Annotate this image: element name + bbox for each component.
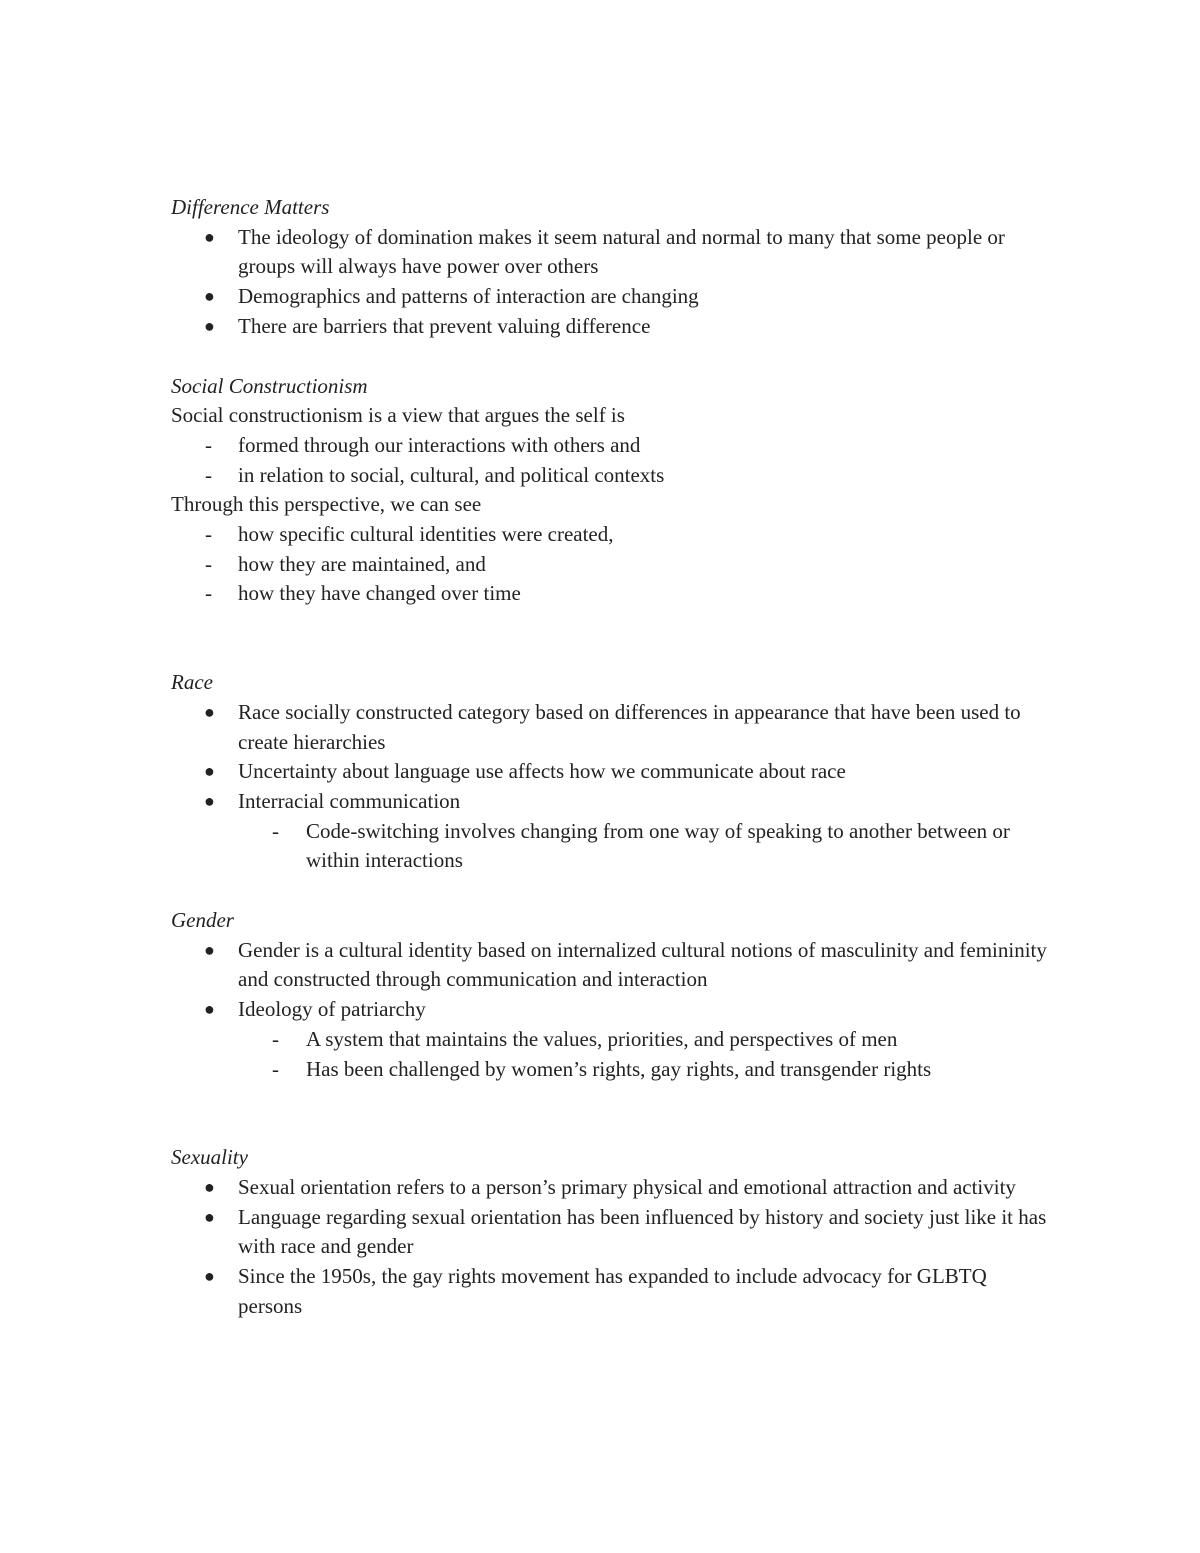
section-title-sexuality: Sexuality bbox=[171, 1145, 248, 1170]
spacer bbox=[171, 1084, 1051, 1143]
list-item-text: Gender is a cultural identity based on internalized cultural notions of masculinity and femininity and constructed through communication and interaction bbox=[238, 937, 1047, 992]
list-item-text: Race socially constructed category based on differences in appearance that have been used to create hierarchies bbox=[238, 699, 1021, 754]
bullet-marker: ● bbox=[204, 1176, 215, 1197]
list-item bbox=[171, 1262, 1051, 1321]
dash-marker: - bbox=[205, 522, 212, 547]
paragraph-social-perspective: Through this perspective, we can see bbox=[171, 492, 482, 517]
list-item bbox=[171, 757, 1051, 787]
dash-marker: - bbox=[205, 462, 212, 487]
list-item bbox=[171, 579, 1051, 609]
section-title-race: Race bbox=[171, 670, 213, 695]
dash-marker: - bbox=[205, 581, 212, 606]
bullet-marker: ● bbox=[204, 315, 215, 336]
list-item bbox=[171, 223, 1051, 282]
list-item bbox=[171, 995, 1051, 1025]
list-item bbox=[171, 1055, 1051, 1085]
list-item-text: formed through our interactions with others and bbox=[238, 432, 641, 457]
sub-dash-list-race bbox=[171, 817, 1051, 876]
list-item-text: in relation to social, cultural, and political contexts bbox=[238, 462, 665, 487]
dash-list-social-1 bbox=[171, 431, 1051, 490]
list-item bbox=[171, 550, 1051, 580]
list-item bbox=[171, 1203, 1051, 1262]
section-title-social-constructionism: Social Constructionism bbox=[171, 373, 368, 398]
bullet-marker: ● bbox=[204, 1206, 215, 1227]
list-item-text: Since the 1950s, the gay rights movement has expanded to include advocacy for GLBTQ persons bbox=[238, 1264, 987, 1318]
section-title-difference-matters: Difference Matters bbox=[171, 195, 330, 219]
list-item-text: how they are maintained, and bbox=[238, 551, 486, 576]
bullet-marker: ● bbox=[204, 939, 215, 960]
dash-marker: - bbox=[272, 1026, 279, 1051]
list-item bbox=[171, 431, 1051, 461]
list-item-text: how they have changed over time bbox=[238, 581, 521, 606]
list-item-text: Language regarding sexual orientation has been influenced by history and society just like it has with race and gender bbox=[238, 1204, 1047, 1259]
bullet-marker: ● bbox=[204, 790, 215, 811]
bullet-marker: ● bbox=[204, 1266, 215, 1287]
paragraph-social-intro: Social constructionism is a view that argues the self is bbox=[171, 403, 625, 428]
list-item bbox=[171, 817, 1051, 876]
list-item-text: Uncertainty about language use affects how we communicate about race bbox=[238, 759, 846, 784]
document-body bbox=[171, 193, 1051, 1322]
spacer bbox=[171, 342, 1051, 372]
list-item-text: There are barriers that prevent valuing difference bbox=[238, 313, 651, 338]
bullet-list-race bbox=[171, 698, 1051, 817]
list-item-text: A system that maintains the values, priorities, and perspectives of men bbox=[306, 1026, 898, 1051]
dash-marker: - bbox=[272, 818, 279, 843]
bullet-marker: ● bbox=[204, 761, 215, 782]
dash-marker: - bbox=[205, 432, 212, 457]
list-item-text: Interracial communication bbox=[238, 788, 461, 813]
list-item-text: how specific cultural identities were created, bbox=[238, 522, 614, 547]
list-item bbox=[171, 520, 1051, 550]
list-item-text: Demographics and patterns of interaction are changing bbox=[238, 284, 699, 309]
list-item-text: Sexual orientation refers to a person’s primary physical and emotional attraction and activity bbox=[238, 1174, 1016, 1199]
list-item-text: Ideology of patriarchy bbox=[238, 997, 426, 1022]
list-item bbox=[171, 787, 1051, 817]
bullet-list-gender bbox=[171, 936, 1051, 1025]
spacer bbox=[171, 876, 1051, 906]
sub-dash-list-gender bbox=[171, 1025, 1051, 1084]
list-item-text: The ideology of domination makes it seem natural and normal to many that some people or groups will always have power over others bbox=[238, 224, 1005, 279]
list-item bbox=[171, 312, 1051, 342]
dash-marker: - bbox=[272, 1056, 279, 1081]
list-item bbox=[171, 461, 1051, 491]
bullet-marker: ● bbox=[204, 226, 215, 247]
list-item bbox=[171, 698, 1051, 757]
spacer bbox=[171, 609, 1051, 668]
section-title-gender: Gender bbox=[171, 908, 234, 933]
list-item-text: Code-switching involves changing from one way of speaking to another between or within interactions bbox=[306, 818, 1010, 873]
bullet-list-sexuality bbox=[171, 1173, 1051, 1322]
bullet-marker: ● bbox=[204, 701, 215, 722]
bullet-marker: ● bbox=[204, 999, 215, 1020]
list-item bbox=[171, 1025, 1051, 1055]
list-item bbox=[171, 282, 1051, 312]
dash-marker: - bbox=[205, 551, 212, 576]
list-item bbox=[171, 1173, 1051, 1203]
dash-list-social-2 bbox=[171, 520, 1051, 609]
list-item-text: Has been challenged by women’s rights, gay rights, and transgender rights bbox=[306, 1056, 932, 1081]
bullet-marker: ● bbox=[204, 286, 215, 307]
list-item bbox=[171, 936, 1051, 995]
bullet-list-difference bbox=[171, 223, 1051, 342]
